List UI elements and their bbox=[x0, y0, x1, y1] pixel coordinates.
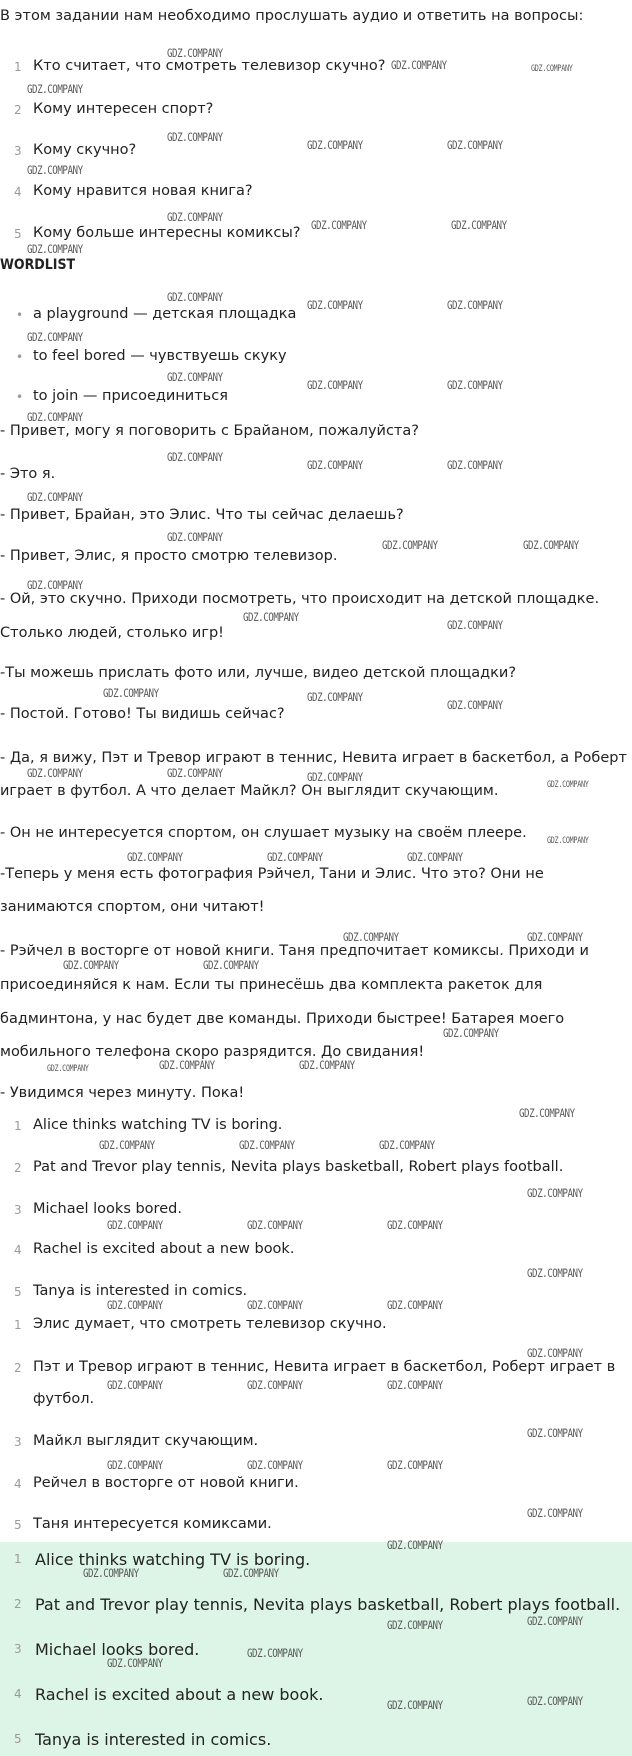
item-number: 5 bbox=[14, 1285, 22, 1299]
watermark: GDZ.COMPANY bbox=[299, 1058, 355, 1072]
watermark: GDZ.COMPANY bbox=[527, 1426, 583, 1440]
watermark: GDZ.COMPANY bbox=[527, 930, 583, 944]
item-number: 2 bbox=[14, 1597, 22, 1611]
watermark: GDZ.COMPANY bbox=[27, 163, 83, 177]
watermark: GDZ.COMPANY bbox=[387, 1458, 443, 1472]
watermark: GDZ.COMPANY bbox=[307, 770, 363, 784]
watermark: GDZ.COMPANY bbox=[107, 1298, 163, 1312]
watermark: GDZ.COMPANY bbox=[27, 242, 83, 256]
watermark: GDZ.COMPANY bbox=[519, 1106, 575, 1120]
watermark: GDZ.COMPANY bbox=[531, 64, 573, 74]
item-number: 2 bbox=[14, 1361, 22, 1375]
watermark: GDZ.COMPANY bbox=[447, 698, 503, 712]
watermark: GDZ.COMPANY bbox=[127, 850, 183, 864]
item-text: Кому скучно? bbox=[33, 142, 137, 158]
item-number: 2 bbox=[14, 103, 22, 117]
item-number: 3 bbox=[14, 1642, 22, 1656]
dialogue-line: - Увидимся через минуту. Пока! bbox=[0, 1085, 245, 1101]
intro-text: В этом задании нам необходимо прослушать аудио и ответить на вопросы: bbox=[0, 8, 584, 24]
watermark: GDZ.COMPANY bbox=[387, 1538, 443, 1552]
item-number: 1 bbox=[14, 60, 22, 74]
watermark: GDZ.COMPANY bbox=[447, 138, 503, 152]
item-text: Michael looks bored. bbox=[33, 1201, 182, 1217]
item-number: 3 bbox=[14, 1435, 22, 1449]
watermark: GDZ.COMPANY bbox=[387, 1378, 443, 1392]
watermark: GDZ.COMPANY bbox=[387, 1618, 443, 1632]
watermark: GDZ.COMPANY bbox=[527, 1694, 583, 1708]
watermark: GDZ.COMPANY bbox=[203, 958, 259, 972]
watermark: GDZ.COMPANY bbox=[167, 370, 223, 384]
watermark: GDZ.COMPANY bbox=[387, 1218, 443, 1232]
watermark: GDZ.COMPANY bbox=[27, 410, 83, 424]
watermark: GDZ.COMPANY bbox=[387, 1298, 443, 1312]
watermark: GDZ.COMPANY bbox=[167, 46, 223, 60]
watermark: GDZ.COMPANY bbox=[527, 1506, 583, 1520]
item-text: футбол. bbox=[33, 1391, 95, 1407]
watermark: GDZ.COMPANY bbox=[443, 1026, 499, 1040]
item-text: Пэт и Тревор играют в теннис, Невита играет в баскетбол, Роберт играет в bbox=[33, 1359, 616, 1375]
item-text: Pat and Trevor play tennis, Nevita plays basketball, Robert plays football. bbox=[33, 1159, 564, 1175]
item-text: Alice thinks watching TV is boring. bbox=[33, 1117, 283, 1133]
watermark: GDZ.COMPANY bbox=[27, 578, 83, 592]
dialogue-line: - Он не интересуется спортом, он слушает музыку на своём плеере. bbox=[0, 825, 527, 841]
dialogue-line: играет в футбол. А что делает Майкл? Он выглядит скучающим. bbox=[0, 783, 499, 799]
dialogue-line: - Да, я вижу, Пэт и Тревор играют в теннис, Невита играет в баскетбол, а Роберт bbox=[0, 750, 627, 766]
item-text: Michael looks bored. bbox=[35, 1640, 200, 1659]
watermark: GDZ.COMPANY bbox=[167, 210, 223, 224]
watermark: GDZ.COMPANY bbox=[63, 958, 119, 972]
item-text: Кому интересен спорт? bbox=[33, 101, 214, 117]
watermark: GDZ.COMPANY bbox=[103, 686, 159, 700]
dialogue-line: - Привет, могу я поговорить с Брайаном, пожалуйста? bbox=[0, 423, 419, 439]
watermark: GDZ.COMPANY bbox=[307, 378, 363, 392]
watermark: GDZ.COMPANY bbox=[451, 218, 507, 232]
watermark: GDZ.COMPANY bbox=[247, 1218, 303, 1232]
item-number: 3 bbox=[14, 1203, 22, 1217]
item-number: 4 bbox=[14, 185, 22, 199]
watermark: GDZ.COMPANY bbox=[27, 82, 83, 96]
item-number: 1 bbox=[14, 1119, 22, 1133]
watermark: GDZ.COMPANY bbox=[447, 618, 503, 632]
item-text: Таня интересуется комиксами. bbox=[33, 1516, 272, 1532]
watermark: GDZ.COMPANY bbox=[447, 298, 503, 312]
watermark: GDZ.COMPANY bbox=[247, 1298, 303, 1312]
item-text: to join — присоединиться bbox=[33, 388, 228, 404]
watermark: GDZ.COMPANY bbox=[167, 130, 223, 144]
watermark: GDZ.COMPANY bbox=[379, 1138, 435, 1152]
item-text: Tanya is interested in comics. bbox=[33, 1283, 248, 1299]
item-text: Rachel is excited about a new book. bbox=[33, 1241, 295, 1257]
watermark: GDZ.COMPANY bbox=[47, 1064, 89, 1074]
dialogue-line: - Привет, Элис, я просто смотрю телевизор. bbox=[0, 548, 338, 564]
watermark: GDZ.COMPANY bbox=[83, 1566, 139, 1580]
watermark: GDZ.COMPANY bbox=[167, 530, 223, 544]
watermark: GDZ.COMPANY bbox=[243, 610, 299, 624]
item-number: 5 bbox=[14, 1732, 22, 1746]
dialogue-line: - Ой, это скучно. Приходи посмотреть, что происходит на детской площадке. bbox=[0, 591, 600, 607]
watermark: GDZ.COMPANY bbox=[547, 836, 589, 846]
watermark: GDZ.COMPANY bbox=[107, 1218, 163, 1232]
watermark: GDZ.COMPANY bbox=[527, 1614, 583, 1628]
watermark: GDZ.COMPANY bbox=[523, 538, 579, 552]
watermark: GDZ.COMPANY bbox=[547, 780, 589, 790]
watermark: GDZ.COMPANY bbox=[387, 1698, 443, 1712]
item-number: 2 bbox=[14, 1161, 22, 1175]
item-number: 4 bbox=[14, 1687, 22, 1701]
item-text: a playground — детская площадка bbox=[33, 306, 297, 322]
dialogue-line: мобильного телефона скоро разрядится. До свидания! bbox=[0, 1044, 425, 1060]
dialogue-line: - Рэйчел в восторге от новой книги. Таня предпочитает комиксы. Приходи и bbox=[0, 943, 589, 959]
item-number: 4 bbox=[14, 1477, 22, 1491]
item-text: Pat and Trevor play tennis, Nevita plays basketball, Robert plays football. bbox=[35, 1595, 621, 1614]
watermark: GDZ.COMPANY bbox=[99, 1138, 155, 1152]
bullet-icon: • bbox=[16, 390, 24, 404]
watermark: GDZ.COMPANY bbox=[343, 930, 399, 944]
watermark: GDZ.COMPANY bbox=[167, 290, 223, 304]
watermark: GDZ.COMPANY bbox=[159, 1058, 215, 1072]
item-number: 3 bbox=[14, 144, 22, 158]
watermark: GDZ.COMPANY bbox=[107, 1458, 163, 1472]
watermark: GDZ.COMPANY bbox=[447, 458, 503, 472]
watermark: GDZ.COMPANY bbox=[167, 450, 223, 464]
watermark: GDZ.COMPANY bbox=[307, 690, 363, 704]
item-number: 1 bbox=[14, 1318, 22, 1332]
dialogue-line: -Теперь у меня есть фотография Рэйчел, Тани и Элис. Что это? Они не bbox=[0, 866, 544, 882]
watermark: GDZ.COMPANY bbox=[107, 1656, 163, 1670]
watermark: GDZ.COMPANY bbox=[307, 458, 363, 472]
item-number: 1 bbox=[14, 1552, 22, 1566]
item-text: to feel bored — чувствуешь скуку bbox=[33, 348, 287, 364]
watermark: GDZ.COMPANY bbox=[527, 1266, 583, 1280]
item-text: Рейчел в восторге от новой книги. bbox=[33, 1475, 299, 1491]
watermark: GDZ.COMPANY bbox=[247, 1458, 303, 1472]
bullet-icon: • bbox=[16, 350, 24, 364]
wordlist-heading: WORDLIST bbox=[0, 257, 76, 273]
watermark: GDZ.COMPANY bbox=[247, 1646, 303, 1660]
dialogue-line: - Привет, Брайан, это Элис. Что ты сейчас делаешь? bbox=[0, 507, 404, 523]
item-text: Rachel is excited about a new book. bbox=[35, 1685, 324, 1704]
item-text: Майкл выглядит скучающим. bbox=[33, 1433, 259, 1449]
item-text: Alice thinks watching TV is boring. bbox=[35, 1550, 311, 1569]
item-text: Кому нравится новая книга? bbox=[33, 183, 253, 199]
item-number: 5 bbox=[14, 227, 22, 241]
watermark: GDZ.COMPANY bbox=[223, 1566, 279, 1580]
item-number: 5 bbox=[14, 1518, 22, 1532]
dialogue-line: Столько людей, столько игр! bbox=[0, 625, 224, 641]
dialogue-line: - Это я. bbox=[0, 466, 56, 482]
watermark: GDZ.COMPANY bbox=[311, 218, 367, 232]
watermark: GDZ.COMPANY bbox=[267, 850, 323, 864]
watermark: GDZ.COMPANY bbox=[307, 138, 363, 152]
watermark: GDZ.COMPANY bbox=[27, 766, 83, 780]
watermark: GDZ.COMPANY bbox=[239, 1138, 295, 1152]
dialogue-line: бадминтона, у нас будет две команды. Приходи быстрее! Батарея моего bbox=[0, 1011, 565, 1027]
dialogue-line: присоединяйся к нам. Если ты принесёшь два комплекта ракеток для bbox=[0, 977, 543, 993]
bullet-icon: • bbox=[16, 308, 24, 322]
dialogue-line: -Ты можешь прислать фото или, лучше, видео детской площадки? bbox=[0, 665, 517, 681]
watermark: GDZ.COMPANY bbox=[527, 1346, 583, 1360]
watermark: GDZ.COMPANY bbox=[307, 298, 363, 312]
watermark: GDZ.COMPANY bbox=[382, 538, 438, 552]
watermark: GDZ.COMPANY bbox=[27, 490, 83, 504]
dialogue-line: - Постой. Готово! Ты видишь сейчас? bbox=[0, 706, 285, 722]
watermark: GDZ.COMPANY bbox=[27, 330, 83, 344]
item-text: Элис думает, что смотреть телевизор скучно. bbox=[33, 1316, 387, 1332]
watermark: GDZ.COMPANY bbox=[527, 1186, 583, 1200]
watermark: GDZ.COMPANY bbox=[247, 1378, 303, 1392]
item-text: Кому больше интересны комиксы? bbox=[33, 225, 301, 241]
item-number: 4 bbox=[14, 1243, 22, 1257]
watermark: GDZ.COMPANY bbox=[407, 850, 463, 864]
watermark: GDZ.COMPANY bbox=[167, 766, 223, 780]
item-text: Tanya is interested in comics. bbox=[35, 1730, 272, 1749]
dialogue-line: занимаются спортом, они читают! bbox=[0, 899, 265, 915]
item-text: Кто считает, что смотреть телевизор скучно? bbox=[33, 58, 386, 74]
watermark: GDZ.COMPANY bbox=[391, 58, 447, 72]
watermark: GDZ.COMPANY bbox=[107, 1378, 163, 1392]
watermark: GDZ.COMPANY bbox=[447, 378, 503, 392]
